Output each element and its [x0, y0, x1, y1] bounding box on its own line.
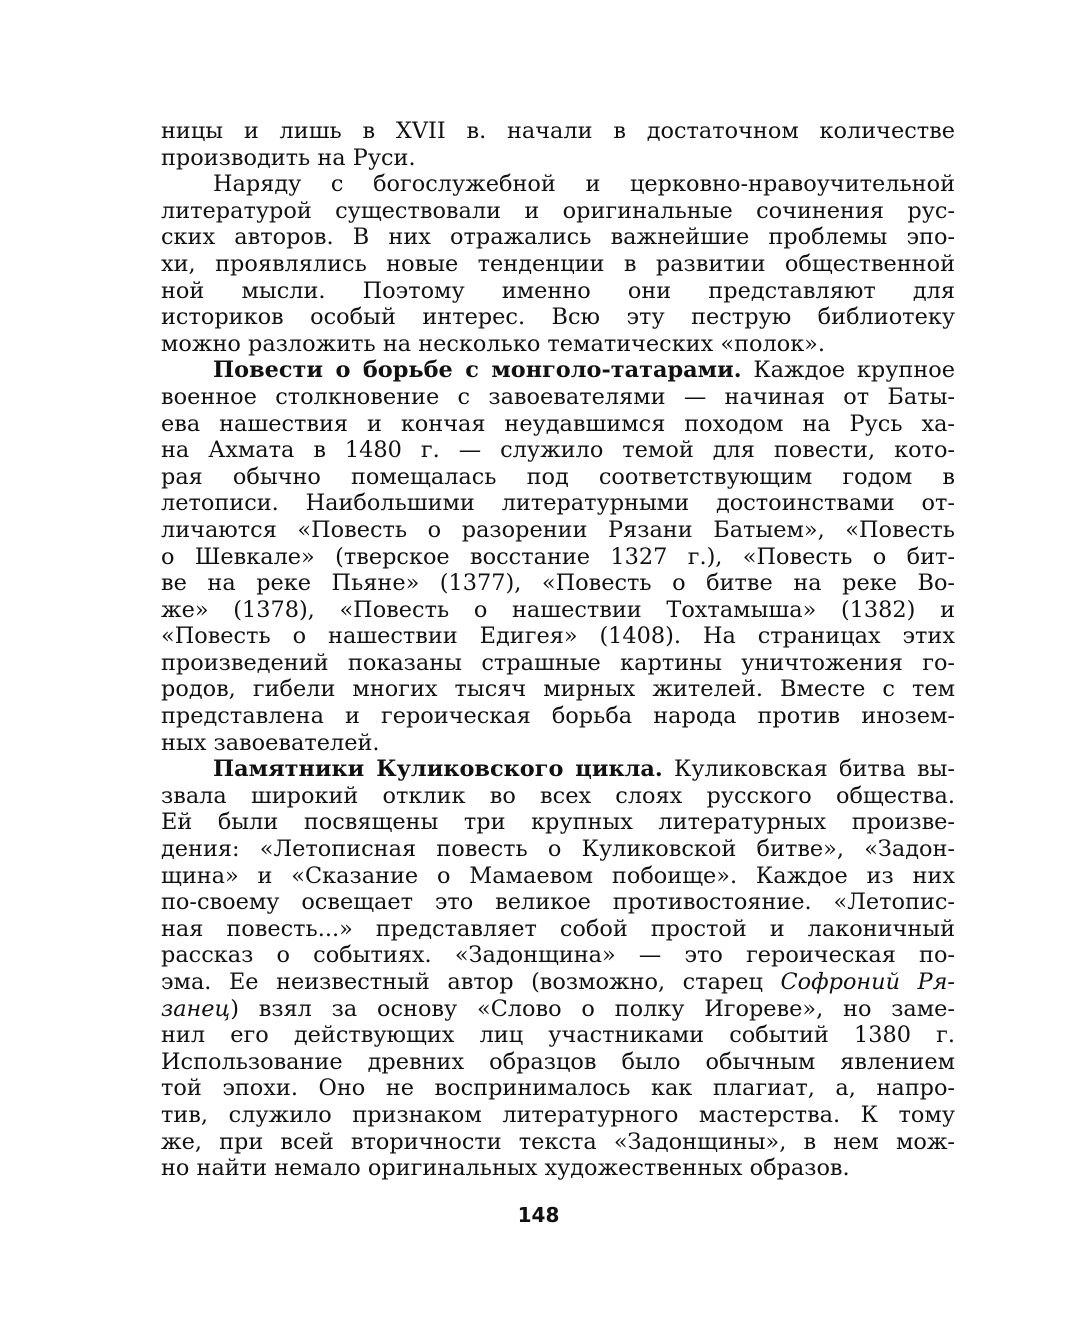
text-line: историков особый интерес. Всю эту пеструю библиотеку: [161, 304, 955, 331]
text-line: [161, 969, 955, 996]
section-heading-kulikovo: Памятники Куликовского цикла.: [213, 756, 663, 783]
text-line: ских авторов. В них отражались важнейшие проблемы эпо-: [161, 224, 955, 251]
text-line: [161, 996, 955, 1023]
text-line: по-своему освещает это великое противостояние. «Летопис-: [161, 889, 955, 916]
text-line: щина» и «Сказание о Мамаевом побоище». Каждое из них: [161, 862, 955, 889]
text-line: военное столкновение с завоевателями — начиная от Баты-: [161, 383, 955, 410]
text-line: ницы и лишь в XVII в. начали в достаточном количестве: [161, 118, 955, 144]
text-line: дения: «Летописная повесть о Куликовской битве», «Задон-: [161, 836, 955, 863]
text-line: летописи. Наибольшими литературными достоинствами от-: [161, 490, 955, 517]
text-line: рассказ о событиях. «Задонщина» — это героическая по-: [161, 942, 955, 969]
text-line: Использование древних образцов было обычным явлением: [161, 1048, 955, 1075]
text-line: ной мысли. Поэтому именно они представляют для: [161, 277, 955, 304]
italic-name-continued: занец: [161, 995, 231, 1022]
text-line: ная повесть...» представляет собой простой и лаконичный: [161, 915, 955, 942]
text-line: звала широкий отклик во всех слоях русского общества.: [161, 782, 955, 809]
text-line: ева нашествия и кончая неудавшимся походом на Русь ха-: [161, 410, 955, 437]
text-line: [161, 756, 955, 783]
text-line: литературой существовали и оригинальные сочинения рус-: [161, 197, 955, 224]
page-number: 148: [517, 1203, 560, 1227]
section-heading-mongol: Повести о борьбе с монголо-татарами.: [213, 357, 742, 384]
text-line: произведений показаны страшные картины уничтожения го-: [161, 649, 955, 676]
text-fragment: Куликовская битва вы-: [674, 756, 955, 783]
text-fragment: ) взял за основу «Слово о полку Игореве», но заме-: [230, 995, 955, 1022]
text-line: можно разложить на несколько тематических «полок».: [161, 330, 826, 357]
text-line: «Повесть о нашествии Едигея» (1408). На страницах этих: [161, 623, 955, 650]
text-line: нил его действующих лиц участниками событий 1380 г.: [161, 1022, 955, 1049]
page-text: [161, 118, 955, 1182]
text-line: родов, гибели многих тысяч мирных жителей. Вместе с тем: [161, 676, 955, 703]
text-line: о Шевкале» (тверское восстание 1327 г.), «Повесть о бит-: [161, 543, 955, 570]
text-line: [161, 357, 955, 384]
text-line: ве на реке Пьяне» (1377), «Повесть о битве на реке Во-: [161, 570, 955, 597]
text-line: Наряду с богослужебной и церковно-нравоучительной: [213, 171, 955, 198]
text-line: рая обычно помещалась под соответствующим годом в: [161, 463, 955, 490]
text-line: личаются «Повесть о разорении Рязани Батыем», «Повесть: [161, 516, 955, 543]
text-line: Ей были посвящены три крупных литературных произве-: [161, 809, 955, 836]
text-line: но найти немало оригинальных художественных образов.: [161, 1155, 850, 1182]
text-line: на Ахмата в 1480 г. — служило темой для повести, кото-: [161, 437, 955, 464]
text-line: ных завоевателей.: [161, 729, 380, 756]
text-fragment: эма. Ее неизвестный автор (возможно, старец: [161, 969, 763, 995]
text-line: же» (1378), «Повесть о нашествии Тохтамыша» (1382) и: [161, 596, 955, 623]
text-line: же, при всей вторичности текста «Задонщины», в нем мож-: [161, 1128, 955, 1155]
text-line: представлена и героическая борьба народа против инозем-: [161, 703, 955, 730]
text-line: той эпохи. Оно не воспринималось как плагиат, а, напро-: [161, 1075, 955, 1102]
text-line: тив, служило признаком литературного мастерства. К тому: [161, 1101, 955, 1128]
text-line: хи, проявлялись новые тенденции в развитии общественной: [161, 250, 955, 277]
italic-name: Софроний Ря-: [780, 969, 956, 995]
text-line: производить на Руси.: [161, 144, 416, 171]
text-fragment: Каждое крупное: [753, 357, 955, 384]
